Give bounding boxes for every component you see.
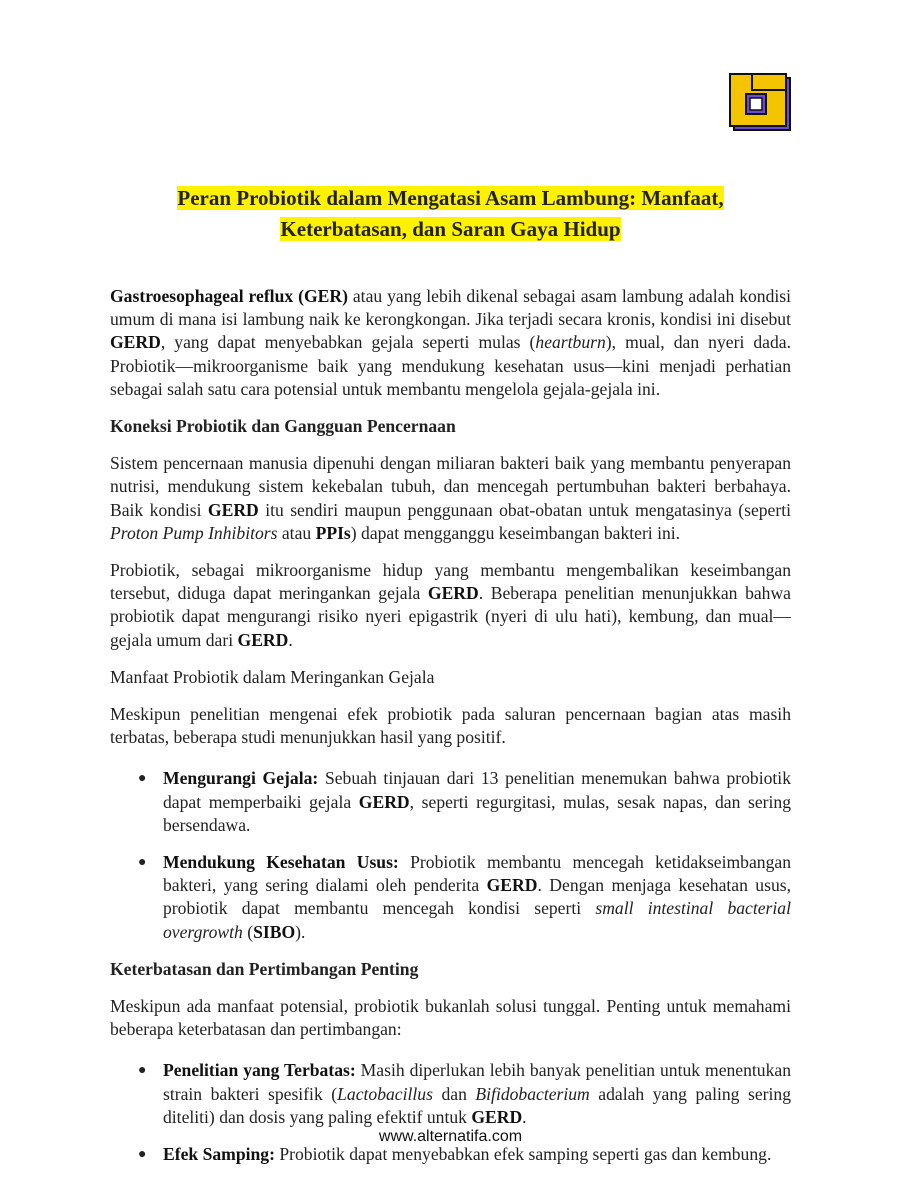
text: . Beberapa penelitian menunjukkan bahwa probiotik dapat mengurangi risiko nyeri epigastrik (nyeri di ulu hati), kembung, dan mual—gejala umum dari [110,583,791,650]
term-gerd: GERD [207,499,259,520]
item-label: Mendukung Kesehatan Usus: [163,852,399,873]
section-heading-keterbatasan: Keterbatasan dan Pertimbangan Penting [110,958,419,979]
text: ). [295,921,306,942]
text: atau [277,522,316,543]
section2-paragraph: Meskipun penelitian mengenai efek probiotik pada saluran pencernaan bagian atas masih terbatas, beberapa studi menunjukkan hasil yang positif. [110,704,791,748]
text: Sebuah tinjauan dari 13 penelitian menemukan bahwa probiotik dapat memperbaiki gejala [163,768,791,812]
section-heading-koneksi: Koneksi Probiotik dan Gangguan Pencernaan [110,416,456,437]
list-item [110,851,791,944]
text: dan [432,1083,476,1104]
term-gerd: GERD [486,875,538,896]
term-gerd: GERD [237,629,289,650]
section1-paragraph-2 [110,559,791,652]
term-heartburn: heartburn [535,332,606,353]
text: . Dengan menjaga kesehatan usus, probiotik dapat membantu mencegah kondisi seperti [163,875,791,919]
bullet-icon: ● [138,1147,147,1163]
benefits-list [110,767,791,943]
text: . [522,1106,527,1127]
item-label: Efek Samping: [163,1144,275,1165]
bullet-icon: ● [138,1063,147,1079]
text: Probiotik membantu mencegah ketidakseimbangan bakteri, yang sering dialami oleh penderita [163,852,791,896]
term-ger: Gastroesophageal reflux (GER) [110,286,348,306]
term-gerd: GERD [427,583,479,604]
brand-logo [728,72,796,132]
term-ppis: PPIs [315,522,351,543]
limitations-list [110,1059,791,1166]
term-gerd: GERD [471,1106,523,1127]
text: atau yang lebih dikenal sebagai asam lambung adalah kondisi umum di mana isi lambung naik ke kerongkongan. Jika terjadi secara kronis, kondisi ini disebut [110,286,792,330]
list-item [110,1143,791,1166]
title-line-2: Keterbatasan, dan Saran Gaya Hidup [280,217,621,241]
term-gerd: GERD [358,791,410,812]
text: , seperti regurgitasi, mulas, sesak napas, dan sering bersendawa. [163,791,791,835]
bullet-icon: ● [138,771,147,787]
section1-paragraph-1 [110,452,791,545]
list-item [110,1059,791,1129]
text: . [288,629,293,650]
text: Probiotik dapat menyebabkan efek samping seperti gas dan kembung. [274,1144,772,1165]
text: ) dapat mengganggu keseimbangan bakteri ini. [350,522,681,543]
text: ), mual, dan nyeri dada. Probiotik—mikroorganisme baik yang mendukung kesehatan usus—kini menjadi perhatian sebagai salah satu cara potensial untuk membantu mengelola gejala-gejala ini. [110,332,791,399]
section-heading-manfaat: Manfaat Probiotik dalam Meringankan Gejala [110,666,435,687]
term-sibo: SIBO [253,921,296,942]
bullet-icon: ● [138,855,147,871]
term-lactobacillus: Lactobacillus [337,1083,433,1104]
item-label: Penelitian yang Terbatas: [163,1060,356,1081]
intro-paragraph [110,285,791,401]
term-bifidobacterium: Bifidobacterium [475,1083,590,1104]
section3-paragraph: Meskipun ada manfaat potensial, probiotik bukanlah solusi tunggal. Penting untuk memahami beberapa keterbatasan dan pertimbangan: [110,996,791,1040]
text: , yang dapat menyebabkan gejala seperti mulas ( [160,332,536,353]
text: itu sendiri maupun penggunaan obat-obatan untuk mengatasinya (seperti [258,499,791,520]
list-item [110,767,791,837]
page-title [110,183,791,245]
article-body [110,285,791,1180]
term-ppi: Proton Pump Inhibitors [110,522,278,543]
text: ( [242,921,254,942]
item-label: Mengurangi Gejala: [163,768,319,789]
footer-url[interactable]: www.alternatifa.com [378,1128,523,1145]
text: Masih diperlukan lebih banyak penelitian untuk menentukan strain bakteri spesifik ( [163,1060,791,1104]
text: Sistem pencernaan manusia dipenuhi dengan miliaran bakteri baik yang membantu penyerapan nutrisi, mendukung sistem kekebalan tubuh, dan mencegah pertumbuhan bakteri berbahaya. Baik kondisi [110,453,791,520]
title-line-1: Peran Probiotik dalam Mengatasi Asam Lambung: Manfaat, [177,186,724,210]
text: adalah yang paling sering diteliti) dan dosis yang paling efektif untuk [163,1083,791,1127]
text: Probiotik, sebagai mikroorganisme hidup yang membantu mengembalikan keseimbangan tersebut, diduga dapat meringankan gejala [110,560,791,604]
term-gerd: GERD [110,332,161,353]
term-sibo-full: small intestinal bacterial overgrowth [163,898,791,942]
